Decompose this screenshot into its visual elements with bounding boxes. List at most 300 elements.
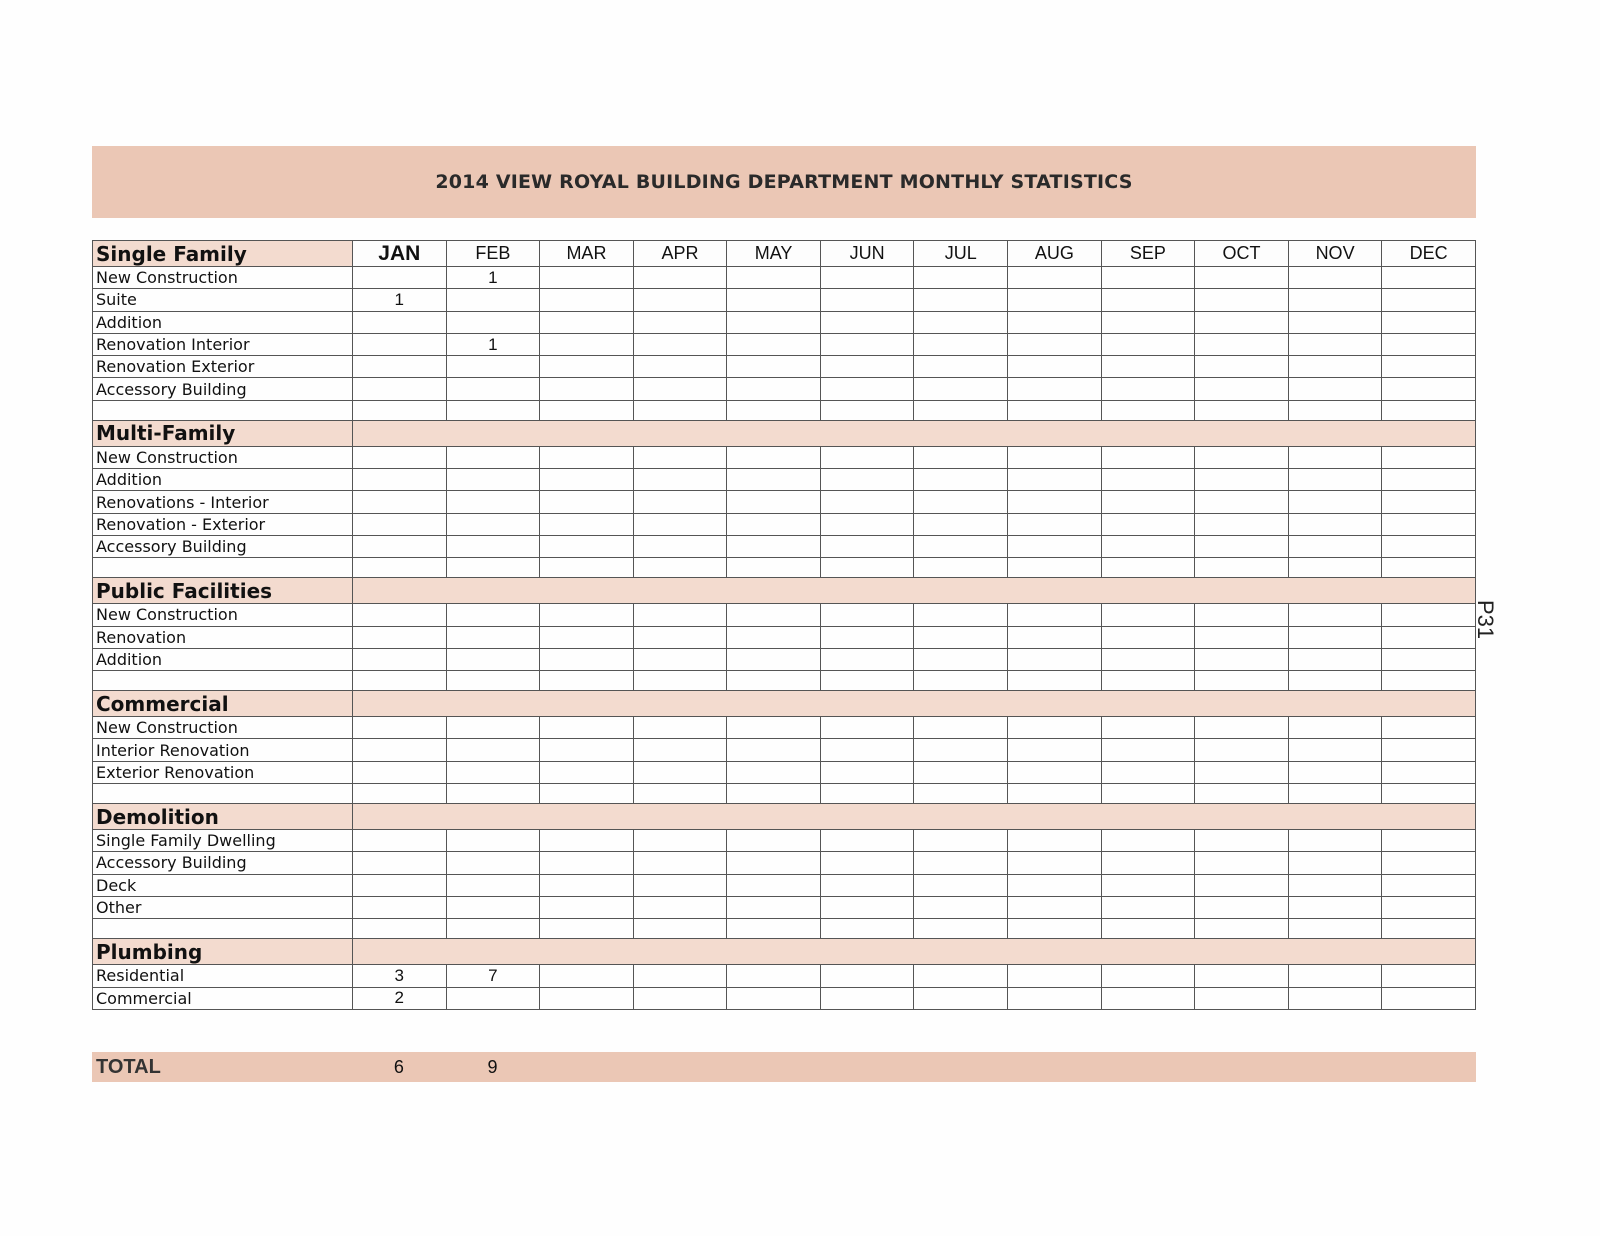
blank-cell	[540, 400, 634, 420]
row-label: Residential	[93, 965, 353, 987]
cell-jun	[820, 896, 914, 918]
cell-jul	[914, 987, 1008, 1009]
month-header: APR	[633, 241, 727, 267]
row-label: Renovation Interior	[93, 333, 353, 355]
cell-jan: 1	[353, 289, 447, 311]
table-row	[93, 267, 1476, 289]
cell-feb	[446, 987, 540, 1009]
blank-cell	[540, 784, 634, 804]
cell-feb	[446, 446, 540, 468]
table-row	[93, 356, 1476, 378]
cell-jul	[914, 535, 1008, 557]
table-row	[93, 739, 1476, 761]
cell-dec	[1382, 874, 1476, 896]
cell-dec	[1382, 289, 1476, 311]
statistics-table	[92, 240, 1476, 1010]
row-label: Accessory Building	[93, 852, 353, 874]
cell-feb	[446, 289, 540, 311]
cell-sep	[1101, 491, 1195, 513]
row-label: Renovations - Interior	[93, 491, 353, 513]
cell-may	[727, 874, 821, 896]
cell-apr	[633, 604, 727, 626]
table-row	[93, 830, 1476, 852]
cell-jan	[353, 626, 447, 648]
cell-dec	[1382, 987, 1476, 1009]
cell-aug	[1008, 648, 1102, 670]
cell-jun	[820, 604, 914, 626]
cell-jan	[353, 830, 447, 852]
cell-aug	[1008, 267, 1102, 289]
cell-sep	[1101, 267, 1195, 289]
blank-row	[93, 400, 1476, 420]
blank-cell	[353, 919, 447, 939]
cell-mar	[540, 648, 634, 670]
cell-sep	[1101, 604, 1195, 626]
cell-jul	[914, 852, 1008, 874]
cell-feb	[446, 311, 540, 333]
cell-jun	[820, 761, 914, 783]
cell-jul	[914, 491, 1008, 513]
cell-oct	[1195, 604, 1289, 626]
cell-jan	[353, 761, 447, 783]
cell-apr	[633, 852, 727, 874]
cell-feb	[446, 830, 540, 852]
row-label: Renovation - Exterior	[93, 513, 353, 535]
cell-oct	[1195, 333, 1289, 355]
month-header: JUN	[820, 241, 914, 267]
blank-cell	[1101, 558, 1195, 578]
blank-cell	[914, 558, 1008, 578]
table-row	[93, 469, 1476, 491]
blank-cell	[820, 558, 914, 578]
blank-cell	[914, 919, 1008, 939]
blank-cell	[1008, 671, 1102, 691]
cell-dec	[1382, 378, 1476, 400]
cell-aug	[1008, 739, 1102, 761]
blank-cell	[93, 784, 353, 804]
cell-may	[727, 852, 821, 874]
cell-jun	[820, 874, 914, 896]
cell-may	[727, 378, 821, 400]
cell-mar	[540, 513, 634, 535]
cell-mar	[540, 874, 634, 896]
cell-dec	[1382, 896, 1476, 918]
section-band	[353, 691, 1476, 717]
section-title: Commercial	[93, 691, 353, 717]
blank-cell	[353, 784, 447, 804]
cell-dec	[1382, 739, 1476, 761]
cell-jul	[914, 378, 1008, 400]
cell-may	[727, 830, 821, 852]
cell-apr	[633, 761, 727, 783]
cell-dec	[1382, 469, 1476, 491]
cell-mar	[540, 356, 634, 378]
section-title: Plumbing	[93, 939, 353, 965]
blank-cell	[1288, 400, 1382, 420]
row-label: New Construction	[93, 267, 353, 289]
cell-aug	[1008, 311, 1102, 333]
cell-jul	[914, 896, 1008, 918]
cell-mar	[540, 717, 634, 739]
blank-cell	[1101, 400, 1195, 420]
cell-jul	[914, 333, 1008, 355]
cell-mar	[540, 761, 634, 783]
cell-oct	[1195, 311, 1289, 333]
blank-cell	[727, 671, 821, 691]
section-band	[353, 578, 1476, 604]
row-label: Addition	[93, 469, 353, 491]
row-label: Single Family Dwelling	[93, 830, 353, 852]
cell-oct	[1195, 513, 1289, 535]
cell-sep	[1101, 469, 1195, 491]
cell-dec	[1382, 830, 1476, 852]
blank-cell	[1382, 400, 1476, 420]
blank-row	[93, 671, 1476, 691]
cell-sep	[1101, 333, 1195, 355]
cell-jun	[820, 513, 914, 535]
cell-feb	[446, 491, 540, 513]
cell-jul	[914, 513, 1008, 535]
cell-may	[727, 446, 821, 468]
cell-may	[727, 896, 821, 918]
blank-cell	[1288, 558, 1382, 578]
cell-mar	[540, 535, 634, 557]
blank-cell	[1008, 400, 1102, 420]
cell-apr	[633, 830, 727, 852]
table-row	[93, 874, 1476, 896]
cell-sep	[1101, 535, 1195, 557]
cell-sep	[1101, 513, 1195, 535]
cell-may	[727, 356, 821, 378]
cell-nov	[1288, 535, 1382, 557]
table-row	[93, 535, 1476, 557]
cell-sep	[1101, 965, 1195, 987]
cell-sep	[1101, 356, 1195, 378]
cell-sep	[1101, 289, 1195, 311]
row-label: New Construction	[93, 717, 353, 739]
blank-cell	[93, 671, 353, 691]
blank-cell	[914, 671, 1008, 691]
section-header	[93, 420, 1476, 446]
month-header: NOV	[1288, 241, 1382, 267]
cell-feb	[446, 739, 540, 761]
cell-oct	[1195, 896, 1289, 918]
cell-nov	[1288, 874, 1382, 896]
cell-aug	[1008, 874, 1102, 896]
cell-jul	[914, 311, 1008, 333]
cell-apr	[633, 717, 727, 739]
cell-dec	[1382, 311, 1476, 333]
cell-jun	[820, 356, 914, 378]
blank-cell	[1195, 784, 1289, 804]
table-row	[93, 604, 1476, 626]
cell-jan	[353, 896, 447, 918]
row-label: Addition	[93, 648, 353, 670]
cell-apr	[633, 378, 727, 400]
table-row	[93, 852, 1476, 874]
cell-apr	[633, 491, 727, 513]
cell-dec	[1382, 491, 1476, 513]
month-header: SEP	[1101, 241, 1195, 267]
cell-may	[727, 289, 821, 311]
row-label: Renovation Exterior	[93, 356, 353, 378]
blank-cell	[633, 558, 727, 578]
row-label: Accessory Building	[93, 535, 353, 557]
cell-mar	[540, 965, 634, 987]
blank-cell	[633, 784, 727, 804]
table-row	[93, 289, 1476, 311]
cell-jun	[820, 965, 914, 987]
cell-jan	[353, 311, 447, 333]
cell-may	[727, 604, 821, 626]
cell-nov	[1288, 378, 1382, 400]
cell-mar	[540, 333, 634, 355]
blank-cell	[820, 671, 914, 691]
cell-dec	[1382, 267, 1476, 289]
cell-apr	[633, 513, 727, 535]
cell-jun	[820, 739, 914, 761]
cell-sep	[1101, 874, 1195, 896]
cell-feb	[446, 378, 540, 400]
section-title: Public Facilities	[93, 578, 353, 604]
section-band	[353, 420, 1476, 446]
blank-cell	[93, 400, 353, 420]
cell-jun	[820, 987, 914, 1009]
cell-mar	[540, 896, 634, 918]
cell-jan	[353, 739, 447, 761]
cell-jan	[353, 333, 447, 355]
cell-nov	[1288, 289, 1382, 311]
cell-sep	[1101, 761, 1195, 783]
section-header	[93, 241, 1476, 267]
table-row	[93, 513, 1476, 535]
cell-aug	[1008, 852, 1102, 874]
cell-sep	[1101, 378, 1195, 400]
cell-sep	[1101, 446, 1195, 468]
cell-jul	[914, 604, 1008, 626]
cell-jun	[820, 289, 914, 311]
cell-oct	[1195, 648, 1289, 670]
cell-jan	[353, 513, 447, 535]
blank-cell	[1195, 919, 1289, 939]
blank-row	[93, 784, 1476, 804]
cell-sep	[1101, 987, 1195, 1009]
row-label: Suite	[93, 289, 353, 311]
section-header	[93, 691, 1476, 717]
cell-oct	[1195, 626, 1289, 648]
row-label: Renovation	[93, 626, 353, 648]
cell-nov	[1288, 513, 1382, 535]
blank-cell	[446, 558, 540, 578]
cell-jun	[820, 535, 914, 557]
blank-cell	[633, 919, 727, 939]
blank-cell	[820, 919, 914, 939]
cell-jun	[820, 378, 914, 400]
row-label: Deck	[93, 874, 353, 896]
cell-dec	[1382, 717, 1476, 739]
cell-oct	[1195, 378, 1289, 400]
cell-aug	[1008, 987, 1102, 1009]
cell-may	[727, 965, 821, 987]
cell-jul	[914, 965, 1008, 987]
document-title: 2014 VIEW ROYAL BUILDING DEPARTMENT MONTHLY STATISTICS	[435, 171, 1133, 193]
month-header: JAN	[353, 241, 447, 267]
cell-aug	[1008, 626, 1102, 648]
blank-cell	[727, 400, 821, 420]
cell-oct	[1195, 446, 1289, 468]
cell-jan	[353, 491, 447, 513]
cell-sep	[1101, 830, 1195, 852]
cell-may	[727, 626, 821, 648]
cell-jan: 2	[353, 987, 447, 1009]
cell-may	[727, 311, 821, 333]
cell-nov	[1288, 446, 1382, 468]
cell-jun	[820, 469, 914, 491]
cell-dec	[1382, 333, 1476, 355]
blank-cell	[1382, 671, 1476, 691]
blank-row	[93, 919, 1476, 939]
cell-nov	[1288, 761, 1382, 783]
cell-dec	[1382, 535, 1476, 557]
cell-aug	[1008, 356, 1102, 378]
table-row	[93, 761, 1476, 783]
blank-cell	[446, 784, 540, 804]
cell-aug	[1008, 604, 1102, 626]
cell-jan	[353, 717, 447, 739]
cell-aug	[1008, 491, 1102, 513]
cell-apr	[633, 469, 727, 491]
cell-oct	[1195, 469, 1289, 491]
month-header: AUG	[1008, 241, 1102, 267]
cell-jul	[914, 761, 1008, 783]
cell-feb	[446, 874, 540, 896]
blank-cell	[446, 671, 540, 691]
cell-jan	[353, 378, 447, 400]
blank-cell	[353, 400, 447, 420]
blank-cell	[633, 671, 727, 691]
cell-jun	[820, 333, 914, 355]
total-jan: 6	[393, 1057, 404, 1077]
cell-nov	[1288, 267, 1382, 289]
cell-jun	[820, 311, 914, 333]
cell-nov	[1288, 604, 1382, 626]
section-band	[353, 804, 1476, 830]
cell-apr	[633, 289, 727, 311]
cell-mar	[540, 267, 634, 289]
cell-aug	[1008, 378, 1102, 400]
cell-feb: 7	[446, 965, 540, 987]
blank-cell	[820, 784, 914, 804]
cell-oct	[1195, 761, 1289, 783]
row-label: Accessory Building	[93, 378, 353, 400]
cell-oct	[1195, 852, 1289, 874]
cell-jul	[914, 446, 1008, 468]
cell-jul	[914, 267, 1008, 289]
cell-mar	[540, 446, 634, 468]
blank-cell	[1288, 784, 1382, 804]
cell-dec	[1382, 626, 1476, 648]
cell-nov	[1288, 333, 1382, 355]
section-title: Multi-Family	[93, 420, 353, 446]
cell-mar	[540, 626, 634, 648]
blank-cell	[633, 400, 727, 420]
cell-aug	[1008, 333, 1102, 355]
section-header	[93, 939, 1476, 965]
total-row	[92, 1052, 1476, 1082]
cell-jul	[914, 739, 1008, 761]
cell-jul	[914, 356, 1008, 378]
row-label: New Construction	[93, 446, 353, 468]
month-header: DEC	[1382, 241, 1476, 267]
cell-jul	[914, 874, 1008, 896]
cell-feb	[446, 604, 540, 626]
cell-nov	[1288, 739, 1382, 761]
cell-mar	[540, 491, 634, 513]
table-row	[93, 896, 1476, 918]
cell-mar	[540, 739, 634, 761]
cell-feb	[446, 648, 540, 670]
cell-aug	[1008, 535, 1102, 557]
cell-aug	[1008, 513, 1102, 535]
cell-oct	[1195, 739, 1289, 761]
cell-dec	[1382, 852, 1476, 874]
cell-sep	[1101, 896, 1195, 918]
cell-mar	[540, 469, 634, 491]
cell-mar	[540, 852, 634, 874]
cell-may	[727, 987, 821, 1009]
cell-jul	[914, 717, 1008, 739]
cell-jun	[820, 446, 914, 468]
row-label: New Construction	[93, 604, 353, 626]
cell-nov	[1288, 648, 1382, 670]
cell-jan	[353, 535, 447, 557]
cell-oct	[1195, 830, 1289, 852]
cell-apr	[633, 267, 727, 289]
blank-cell	[1101, 784, 1195, 804]
cell-nov	[1288, 965, 1382, 987]
row-label: Other	[93, 896, 353, 918]
row-label: Addition	[93, 311, 353, 333]
blank-cell	[820, 400, 914, 420]
cell-nov	[1288, 717, 1382, 739]
blank-cell	[446, 400, 540, 420]
cell-oct	[1195, 535, 1289, 557]
cell-nov	[1288, 987, 1382, 1009]
cell-feb	[446, 761, 540, 783]
total-feb: 9	[487, 1057, 498, 1077]
table-row	[93, 446, 1476, 468]
cell-jul	[914, 469, 1008, 491]
table-row	[93, 626, 1476, 648]
section-header	[93, 578, 1476, 604]
blank-cell	[1101, 671, 1195, 691]
cell-aug	[1008, 469, 1102, 491]
cell-jan	[353, 356, 447, 378]
table-row	[93, 311, 1476, 333]
cell-feb	[446, 896, 540, 918]
cell-apr	[633, 739, 727, 761]
blank-cell	[1288, 919, 1382, 939]
cell-sep	[1101, 648, 1195, 670]
month-header: MAR	[540, 241, 634, 267]
row-label: Commercial	[93, 987, 353, 1009]
cell-may	[727, 535, 821, 557]
cell-jan	[353, 267, 447, 289]
total-label: TOTAL	[96, 1056, 161, 1078]
cell-jun	[820, 648, 914, 670]
cell-jan: 3	[353, 965, 447, 987]
blank-cell	[727, 784, 821, 804]
